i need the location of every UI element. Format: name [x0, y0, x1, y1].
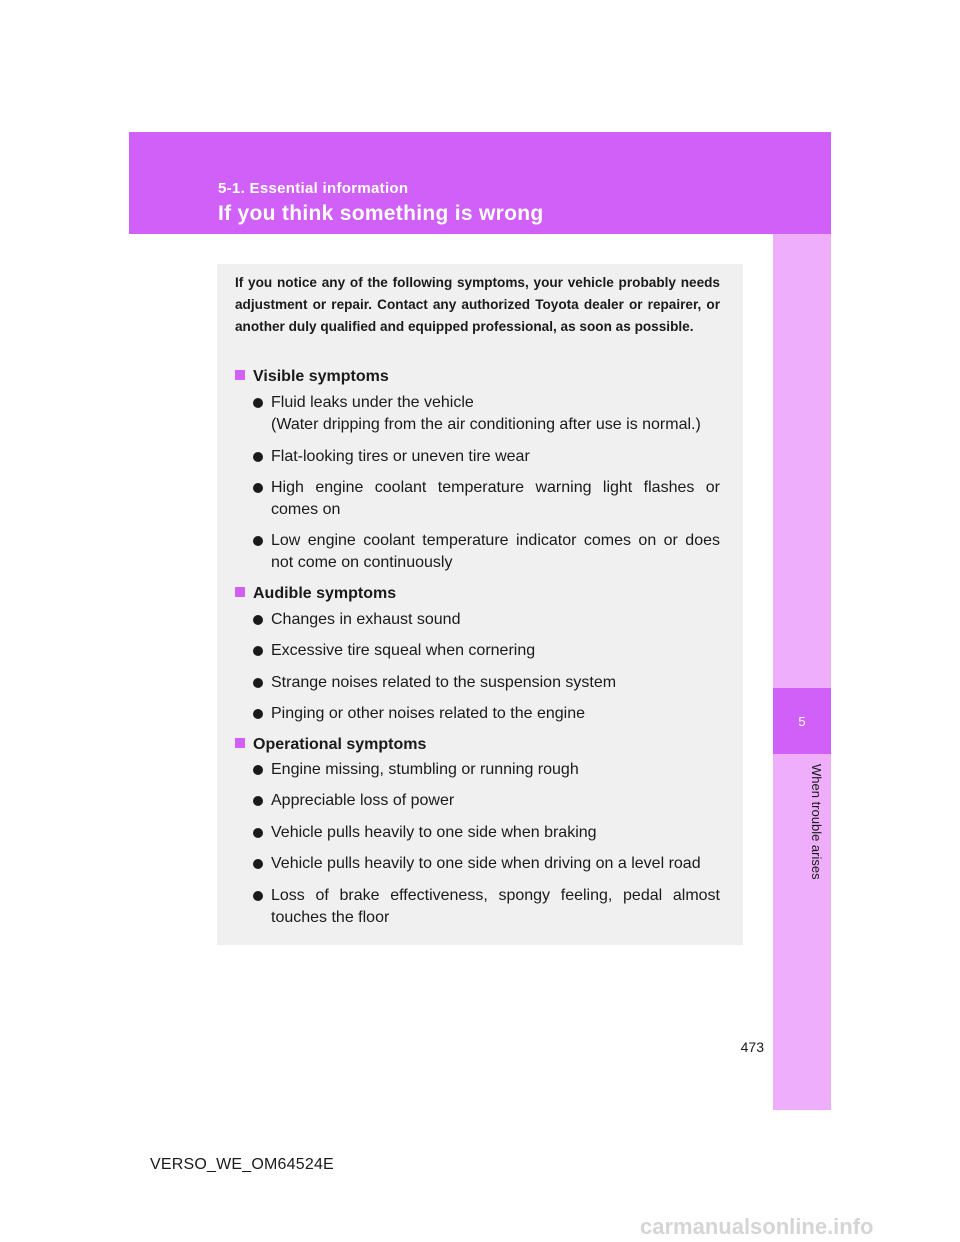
bullet-dot-icon [253, 678, 263, 688]
list-item-text: Pinging or other noises related to the engine [271, 705, 585, 722]
page-number: 473 [740, 1039, 764, 1055]
list-item [253, 609, 720, 631]
list-item [253, 446, 720, 468]
bullet-dot-icon [253, 796, 263, 806]
list-item-text: Vehicle pulls heavily to one side when driving on a level road [271, 855, 701, 872]
bullet-dot-icon [253, 398, 263, 408]
list-item [253, 790, 720, 812]
section-heading-text: Operational symptoms [253, 736, 427, 753]
square-bullet-icon [235, 370, 245, 380]
list-item-text: Fluid leaks under the vehicle [271, 394, 474, 411]
list-item [253, 759, 720, 781]
bullet-dot-icon [253, 483, 263, 493]
list-item [253, 672, 720, 694]
bullet-dot-icon [253, 536, 263, 546]
list-item [253, 530, 720, 574]
list-item-text: Changes in exhaust sound [271, 611, 461, 628]
bullet-dot-icon [253, 828, 263, 838]
list-item [253, 477, 720, 521]
list-item-text: Engine missing, stumbling or running rough [271, 761, 579, 778]
list-item [253, 640, 720, 662]
list-item-text: Loss of brake effectiveness, spongy feeling, pedal almost touches the floor [271, 887, 720, 926]
list-item [253, 853, 720, 875]
intro-paragraph: If you notice any of the following symptoms, your vehicle probably needs adjustment or repair. Contact any authorized Toyota dealer or repairer, or another duly qualified and equipped professional, as soon as possible. [235, 275, 720, 334]
watermark-text: carmanualsonline.info [640, 1214, 874, 1239]
list-item-text: High engine coolant temperature warning light flashes or comes on [271, 479, 720, 518]
list-item-text: Appreciable loss of power [271, 792, 455, 809]
list-item [253, 885, 720, 929]
header-band [129, 132, 831, 234]
list-item [253, 392, 720, 436]
bullet-dot-icon [253, 709, 263, 719]
document-code: VERSO_WE_OM64524E [150, 1156, 334, 1173]
bullet-dot-icon [253, 765, 263, 775]
square-bullet-icon [235, 738, 245, 748]
section-label: 5-1. Essential information [218, 180, 409, 197]
list-item-text: Vehicle pulls heavily to one side when braking [271, 824, 597, 841]
bullet-dot-icon [253, 452, 263, 462]
list-item-text: Excessive tire squeal when cornering [271, 642, 536, 659]
section-heading-operational [235, 736, 426, 754]
list-item [253, 703, 720, 725]
section-heading-text: Visible symptoms [253, 368, 389, 385]
page-title: If you think something is wrong [218, 202, 544, 225]
square-bullet-icon [235, 587, 245, 597]
section-heading-audible [235, 585, 396, 603]
bullet-dot-icon [253, 891, 263, 901]
list-item-text: Strange noises related to the suspension system [271, 674, 617, 691]
section-heading-text: Audible symptoms [253, 585, 397, 602]
section-heading-visible [235, 368, 389, 386]
list-item-text: Flat-looking tires or uneven tire wear [271, 448, 530, 465]
bullet-dot-icon [253, 646, 263, 656]
chapter-side-tab [773, 234, 831, 1110]
chapter-number: 5 [773, 688, 831, 754]
bullet-dot-icon [253, 859, 263, 869]
list-item-note: (Water dripping from the air conditioning after use is normal.) [271, 416, 701, 433]
bullet-dot-icon [253, 615, 263, 625]
chapter-title: When trouble arises [809, 764, 824, 880]
content-box [217, 264, 743, 945]
list-item [253, 822, 720, 844]
list-item-text: Low engine coolant temperature indicator comes on or does not come on continuously [271, 532, 720, 571]
